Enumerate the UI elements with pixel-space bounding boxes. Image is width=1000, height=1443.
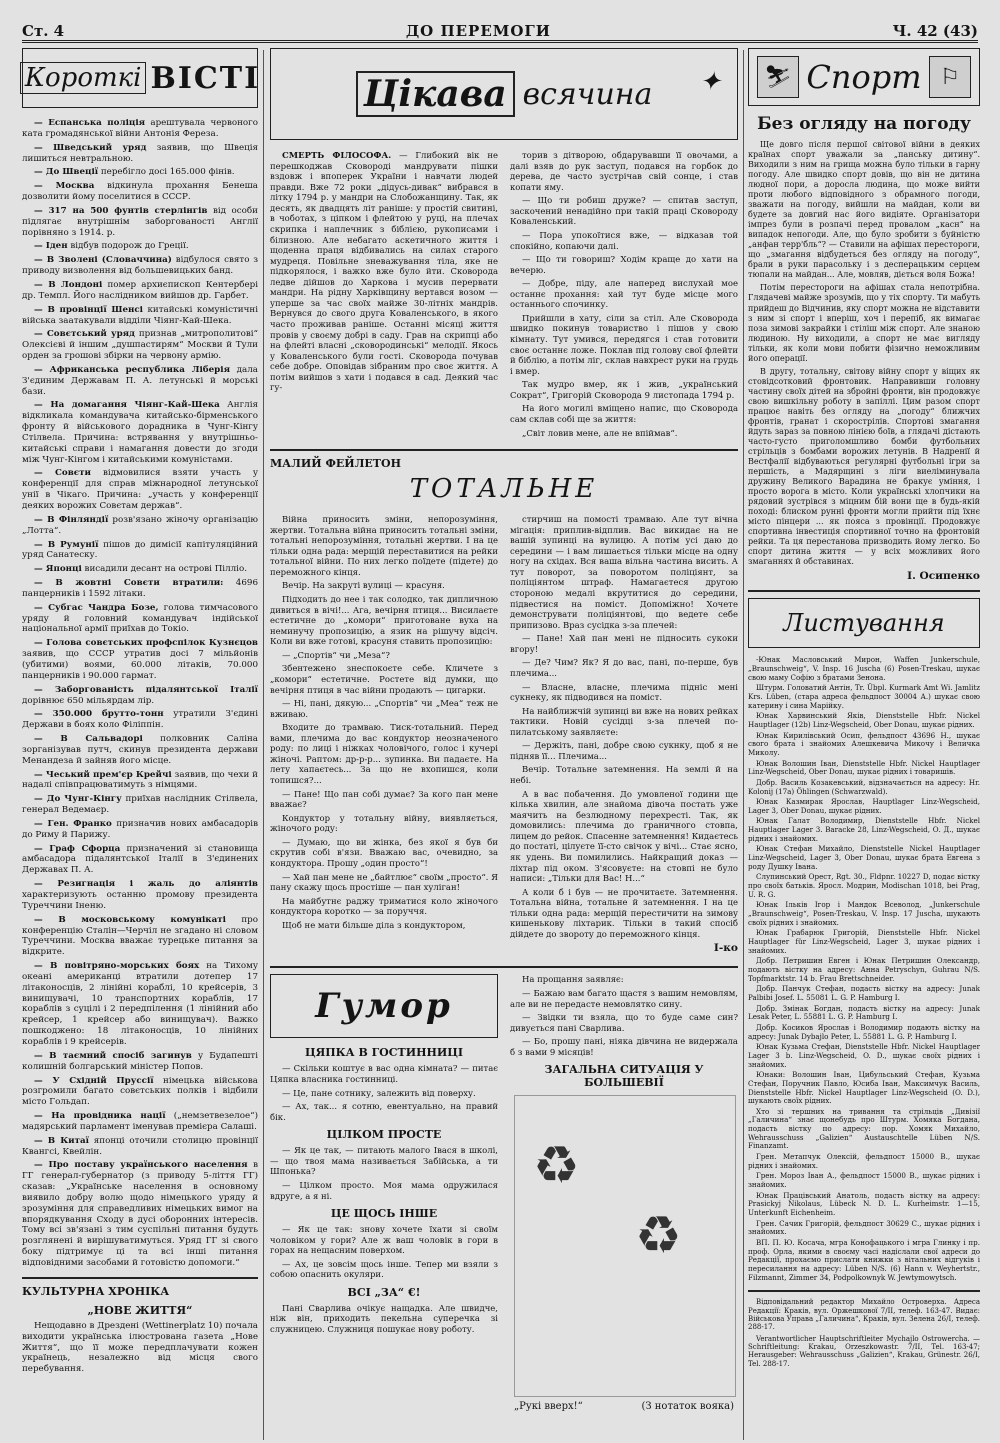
feuilleton-paragraph: Вечір. На закруті вулиці — красуня. bbox=[282, 580, 445, 591]
short-news-rubric bbox=[22, 48, 261, 108]
news-item-text: заявив, що СССР утратив досі 7 мільйонів (убитими) воями, 60.000 літаків, 70.000 панцерників і 90.000 гармат. bbox=[22, 649, 258, 681]
column-divider bbox=[743, 50, 744, 1440]
cartoon-caption-left: „Рукі вверх!“ bbox=[514, 1401, 583, 1413]
joke-3 bbox=[270, 1224, 498, 1280]
news-item bbox=[22, 280, 258, 302]
feuilleton-paragraph: Входите до трамваю. Тиск-тотальний. Перед вами, плечима до вас кондуктор неозначеного роду: по лиці і ніжках чоловічого, голос і кучері жіночі. Раптом: др-р-р... зупинка. Ви падаєте. На лету хапаєтесь... За що не вхопишся, коли топишся?... bbox=[270, 722, 498, 785]
news-item-text: заявив, що чехи й надалі співпрацюватимуть з німцями. bbox=[22, 769, 258, 791]
philosopher-paragraph: — Добре, піду, але наперед вислухай мое останнє прохання: хай тут буде місце мого останнього спочинку. bbox=[510, 278, 738, 310]
issue-number: Ч. 42 (43) bbox=[892, 22, 978, 40]
joke-title: ЦЕ ЩОСЬ ІНШЕ bbox=[330, 1207, 438, 1221]
news-item-text: Англія відкликала командувача китайсько-бірменського фронту й військового дорадника в Чунг-Кінгу Стілвела. Причина: встрявання у внутрішньо-китайські справи і намагання довести до згоди між Чунг-Кінгом і китайськими комуністами. bbox=[22, 400, 258, 465]
correspondence-list bbox=[748, 656, 980, 1282]
news-item bbox=[22, 915, 258, 958]
news-item-lead: — В жовтні Совєти втратили: bbox=[34, 578, 224, 589]
culture-text: Нещодавно в Дрездені (Wettinerplatz 10) почала виходити українська ілюстрована газета „Нове Життя“, що її може передплачувати кожен українець, незалежно від місця свого перебування. bbox=[22, 1320, 258, 1375]
news-item-text: відмовилися взяти участь у конференції для справ міжнародної летунської унії в Чікаго. Причина: „участь у конференції деяких ворожих Совєтам держав“. bbox=[22, 468, 259, 511]
philosopher-paragraph: — Що ти робиш друже? — спитав заступ, заскочений ненадійно при такій праці Сковороду Коваленський. bbox=[510, 195, 738, 227]
feuilleton-paragraph: На найближчій зупинці ви вже на нових рейках тактики. Новій сусідці з-за плечей по-пилатському заявляєте: bbox=[510, 705, 738, 737]
correspondence-item: Добр. Панчук Стефан, подасть вістку на адресу: Junak Palbibi Josef. L. 55081 L. G. P. Hamburg I. bbox=[748, 984, 980, 1002]
sport-paragraph: В другу, тотальну, світову війну спорт у віщих як стовідсотковий фронтовик. Направивши головну частину своїх дітей на збройні фронти, він продовжує свою вишкільну роботу в запіллі. Цим разом спорт працює навіть без огляду на „погоду“ ближчих фронтів, гранат і скорострілів. Спортові змагання йдуть зараз за повною лінією боїв, а глядачі дістають часто-густо приголомшливо бомби футбольних стрільців з бомбами ворожих летунів. В Надренії й Вестфалії відбуваються регулярні футбольні ігри за першість, а Мадярщині з ліги виеліминувала дружину Великого Варадина не бракує уміння, і просто ворога в місто. Коли українські хлопчики на рядовий зустрівся з міцним бій вони ще в будь-якій поході: блиском рунні фронти могли прийти під їхнє місто пінцери ... як пояса з провінції. Продовжує спортивна інвестиція спортивної точно на фронтовій рейки. Та ця перестанова призводить йому легко. Бо спорт дитина життя — у всіх можливих його змаганнях й обставинах. bbox=[748, 366, 980, 567]
news-item bbox=[22, 1111, 258, 1133]
correspondence-item: -Юнак Масловський Мирон, Waffen Junkerschule, „Braunschweig“, V. Insp. 16 Juscha (6) Posen-Treskau, шукає свою маму Софію з братами Зенона. bbox=[748, 655, 980, 682]
culture-title: „НОВЕ ЖИТТЯ“ bbox=[87, 1303, 193, 1317]
hockey-player-icon: ⛷ bbox=[757, 56, 799, 98]
joke-line: — Як це так, — питають малого Івася в школі, — що твоя мама називається Забійська, а ти Шпонька? bbox=[270, 1145, 498, 1177]
column-divider bbox=[263, 50, 264, 1440]
news-item bbox=[22, 685, 258, 707]
joke-line: — Як це так: знову хочете їхати зі своїм чоловіком у гори? Але ж ваш чоловік в гори в горах на нещасним поверхом. bbox=[270, 1224, 498, 1256]
philosopher-left bbox=[270, 150, 498, 441]
news-item-lead: — Москва bbox=[34, 181, 95, 192]
news-item-lead: — Совєти bbox=[34, 468, 91, 479]
correspondence-item: Юнак Казмирак Ярослав, Hauptlager Linz-Wegscheid, Lager 3, Ober Donau, шукає рідних. bbox=[748, 797, 980, 815]
philosopher-paragraph bbox=[270, 150, 498, 393]
feuilleton-paragraph: — „Спортів“ чи „Меза“? bbox=[282, 649, 390, 660]
news-item-lead: — Про поставу українського населення bbox=[34, 1160, 248, 1171]
correspondence-title: Листування bbox=[783, 609, 945, 638]
humor-section bbox=[270, 974, 738, 1414]
correspondence-item: ВП. П. Ю. Косача, мгра Конофацького і мгра Глинку і пр. проф. Орла, якими в своєму часі надіслали свої адреси до Редакції, прохаємо прислати книжки з вітальних відгуків і пересилання на адресу: Lüben N/S. (6) Hann v. Weyhertstr., Filzmannt, Zimmer 34, Podpolkownyk W. Jewtymowytsch. bbox=[748, 1238, 980, 1282]
cartoon-title: ЗАГАЛЬНА СИТУАЦІЯ У БОЛЬШЕВІЇ bbox=[544, 1063, 704, 1090]
correspondence-item: Добр. Петришин Евген і Юнак Петришин Олександр, подають вістку на адресу: Анна Petryschyn, Guhrau N/S. Topfmarktstr. 14 b. Frau Brettschneider. bbox=[748, 956, 980, 983]
joke-line: — Бо, прошу пані, ніяка дівчина не видержала б з вами 9 місяців! bbox=[510, 1036, 738, 1057]
feuilleton-right bbox=[510, 514, 738, 939]
news-item-lead: — В таємний спосіб загинув bbox=[34, 1050, 192, 1061]
news-item-lead: — 317 на 500 фунтів стерлінгів bbox=[34, 205, 208, 216]
sport-paragraph: Ще довго після першої світової війни в деяких країнах спорт уважали за „панську дитину“. Виходили з ним на грища можна було тільки в гарну погоду. Але швидко спорт довів, що він не дитина людної пори, а доросла людина, що може вийти проти любого відповідного з обрамного погоди, зважати на погоду, вийшли на майдан, коли ви будете за довгий нас його видіяте. Організатори імпрез були в розпачі перед провалом „касн“ на випадок непогоди. Але, що було зробити з буйністю „анфан терр'бль“? — Ставили на афішах перестороги, що „змагання відбудеться без огляду на погоду“, брали в руки парасольку і з десперацьким серцем тюпали на майдан... Але, мовляв, діється воля Божа! bbox=[748, 140, 980, 280]
joke-line: — Бажаю вам багато щастя з вашим немовлям, але ви не передасте немовлятко сину. bbox=[510, 988, 738, 1009]
news-item-text: приїхав наслідник Стілвела, генерал Ведемаєр. bbox=[22, 794, 258, 816]
newspaper-title: ДО ПЕРЕМОГИ bbox=[405, 22, 551, 40]
news-item-lead: — На домагання Чіянг-Кай-Шека bbox=[34, 400, 220, 411]
news-item bbox=[22, 305, 258, 327]
news-item-lead: — Граф Сфорца bbox=[34, 843, 121, 854]
runner-icon: ⚐ bbox=[929, 56, 971, 98]
news-item-text: призначив нових амбасадорів до Риму й Парижу. bbox=[22, 818, 258, 840]
news-item bbox=[22, 603, 258, 636]
correspondence-item: Юнак Стефан Михайло, Dienststelle Nickel Hauptlager Linz-Wegscheid, Lager 3, Ober Donau, шукає брата Евгена з роду Душку Івана. bbox=[748, 844, 980, 871]
news-item bbox=[22, 1136, 258, 1158]
news-item-text: китайські комуністичні війська заатакували відділи Чіянг-Кай-Шека. bbox=[22, 304, 258, 326]
joke-4-continued bbox=[510, 974, 738, 1057]
news-item-lead: — В московському комунікаті bbox=[34, 914, 226, 925]
news-item bbox=[22, 734, 258, 767]
news-item-text: заявив, що Швеція лишиться невтральною. bbox=[22, 142, 259, 164]
news-item bbox=[22, 206, 258, 239]
news-item-lead: — В Фінляндії bbox=[34, 514, 109, 525]
feuilleton-paragraph: Вечір. Тотальне затемнення. На землі й на небі. bbox=[510, 764, 738, 785]
news-item-text: признав „митрополитові“ Олексієві й іншим „душпастирям“ Москви й Тули орден за грошові збірки на червону армію. bbox=[22, 329, 258, 362]
news-item bbox=[22, 961, 258, 1048]
sport-article-title: Без огляду на погоду bbox=[757, 114, 971, 134]
news-item bbox=[22, 1160, 258, 1268]
correspondence-item: Юнак Галат Володимир, Dienststelle Hbfr. Nickel Hauptlager Lager 3. Baracke 28, Linz-Wegscheid, О. Д., шукає рідних і знайомих. bbox=[748, 816, 980, 843]
correspondence-item: Хто зі тершних на тривання та стрільців „Дивізії „Галичина“ знає щонебудь про Штурм. Хомяка Богдана, подасть вістку по адресу: пор. Хомяк Михайло, Wehrausschuss „Galizien“ Austauschtelle Lüben N/S. Finanzamt. bbox=[748, 1106, 980, 1151]
joke-line: Пані Сварлива очікує нащадка. Але швидче, ніж він, приходить пекельна суперечка зі служницею. Служниця пошукає нову роботу. bbox=[270, 1302, 498, 1334]
news-item bbox=[22, 400, 258, 465]
news-item bbox=[22, 819, 258, 841]
humor-rubric bbox=[270, 974, 498, 1038]
rubric-word-news: ВІСТІ bbox=[150, 60, 261, 96]
news-item-text: утратили З'єдині Держави в боях коло Філіппін. bbox=[22, 709, 258, 731]
divider bbox=[748, 1290, 980, 1292]
feuilleton-paragraph: А в вас побачення. До умовленої години ще кілька хвилин, але знайома дівоча постать уже маячить на безлюдному перехресті. Так, як домовились: плечима до граничного стовпа, лицем до рейок. Спасенне затемнення! Кидаєтесь до постаті, цілуєте її-сто свічок у вічі... Стає ясно, як удень. Ви помилились. Найкращий доказ — ліхтар під оком. З'ясовуєте: на стовпі не було написи: „Тільки для Вас! Н...“ bbox=[510, 788, 738, 884]
news-item-text: на Тихому океані американці втратили дотепер 17 літаконосців, 2 лінійні кораблі, 10 крейсерів, 3 винищувачі, 10 транспортних кораблів, 17 кораблів з суцілі і 2 передпілення (1 лінійний або крейсер, 1 крейсер або винищувач). Важко пошкоджено: 18 літаконосців, 10 лінійних кораблів і 9 крейсерів. bbox=[22, 961, 258, 1047]
news-item bbox=[22, 167, 258, 178]
news-list bbox=[22, 118, 258, 1269]
correspondence-rubric bbox=[748, 598, 980, 648]
news-item-text: характеризують останню промову президента Туреччини Іненю. bbox=[22, 890, 258, 911]
feuilleton-paragraph: — Пане! Що пан собі думає? За кого пан мене вважає? bbox=[270, 788, 498, 810]
philosopher-right bbox=[510, 150, 738, 441]
soldier-figure-icon: ♻ bbox=[635, 1206, 682, 1267]
feuilleton-paragraph: — Ні, пані, дякую... „Спортів“ чи „Меа“ теж не вживаю. bbox=[270, 698, 498, 719]
news-item-text: 4696 панцерників і 1592 літаки. bbox=[22, 578, 258, 599]
philosopher-paragraph: Прийшли в хату, сіли за стіл. Але Сковорода швидко покинув товариство і пішов у свою кімнату. Тут умився, передягся і став готовити своє останнє ложе. Поклав під голову свої флейти й біблію, а потім ліг, склав навхрест руки на грудь і вмер. bbox=[510, 312, 738, 376]
news-item-lead: — В провінції Шенсі bbox=[34, 304, 143, 315]
news-item-text: („немзетвезелое“) мадярський парламент іменував премієра Салаші. bbox=[22, 1111, 258, 1132]
news-item-lead: — Іден bbox=[34, 241, 68, 252]
news-item-text: дорівнює 650 мільярдам лір. bbox=[22, 695, 155, 706]
feuilleton-signature: І-ко bbox=[713, 942, 738, 955]
news-item-lead: — В Зволені (Словаччина) bbox=[34, 255, 172, 266]
news-item bbox=[22, 181, 258, 203]
philosopher-paragraph: торив з дітворою, обдарувавши її овочами, а далі взяв до рук заступ, подався на горбок до дерева, де часто зустрічав свій сонце, і став копати яму. bbox=[510, 150, 738, 192]
news-item-lead: — Еспанська поліція bbox=[34, 118, 146, 128]
correspondence-item: Грен. Метапчук Олексій, фельдпост 15000 В., шукає рідних і знайомих. bbox=[748, 1152, 980, 1170]
center-column bbox=[270, 48, 738, 1414]
joke-title: ВСІ „ЗА“ €! bbox=[347, 1285, 421, 1299]
news-item-lead: — Японці bbox=[34, 564, 82, 575]
correspondence-item: Добр. Косиков Ярослав і Володимир подають вістку на адресу: Junak Dybajlo Peter, L. 55881 L. G. P. Hamburg I. bbox=[748, 1022, 980, 1041]
news-item-lead: — До Чунг-Кінгу bbox=[34, 794, 122, 805]
sport-rubric bbox=[748, 48, 980, 106]
news-item bbox=[22, 638, 258, 681]
news-item-lead: — Совєтський уряд bbox=[34, 329, 135, 340]
imprint-line: Відповідальний редактор Михайло Островерха. Адреса Редакції: Краків, вул. Оржешкової 7/II, телеф. 163-47. Видає: Військова Управа „Галичина“, Краків, вул. Зелена 26/I, телеф. 288-17. bbox=[748, 1298, 980, 1332]
news-item bbox=[22, 770, 258, 792]
feuilleton-paragraph: — Хай пан мене не „байтлює“ своїм „простo“. Я пану скажу щось простіше — пан хуліган! bbox=[270, 871, 498, 893]
imprint bbox=[748, 1298, 980, 1368]
news-item-lead: — В Сальвадорі bbox=[34, 734, 143, 745]
correspondence-item: Юнак Ільків Ігор і Мандок Всеволод, „Junkerschule „Braunschweig“, Posen-Treskau, V. Insp. 17 Juscha, шукають своїх рідних і знайомих. bbox=[748, 900, 980, 927]
news-item-lead: — Ген. Франко bbox=[34, 818, 112, 829]
feuilleton-paragraph: На майбутнє раджу триматися коло жіночого кондуктора коротко — за поруччя. bbox=[270, 895, 498, 917]
news-item-lead: — В Китаї bbox=[34, 1135, 89, 1146]
feuilleton-body bbox=[270, 514, 738, 958]
news-item-lead: — Шведський уряд bbox=[34, 142, 147, 153]
philosopher-paragraph: Так мудро вмер, як і жив, „український Сократ“, Григорій Сковорода 9 листопада 1794 р. bbox=[510, 379, 738, 400]
news-item-lead: — В Румунії bbox=[34, 539, 99, 550]
correspondence-item: Грен. Мороз Іван А., фельдпост 15000 В., шукає рідних і знайомих. bbox=[748, 1171, 980, 1190]
news-item bbox=[22, 118, 258, 140]
news-item bbox=[22, 143, 258, 165]
joke-line: — Ах, це зовсім щось інше. Тепер ми взяли з собою опаснить окуляри. bbox=[270, 1258, 498, 1280]
sport-rubric-title: Спорт bbox=[806, 58, 922, 96]
divider bbox=[270, 966, 738, 968]
joke-line: — Це, пане сотнику, залежить від поверху. bbox=[282, 1087, 476, 1098]
humor-title: Гумор bbox=[315, 986, 453, 1027]
feuilleton-paragraph: А коли б і був — не прочитаєте. Затемнення. Тотальна війна, тотальне й затемнення. І на це тільки одна рада: мерщій перестичити на зимову кишенькову ліхтарик. Тільки в такий спосіб дійдете до звороту до переможного кінця. bbox=[510, 886, 738, 939]
news-item-lead: — 350.000 брутто-тонн bbox=[34, 709, 164, 720]
news-item bbox=[22, 365, 258, 398]
news-item-lead: — В повітряно-морських боях bbox=[34, 961, 200, 972]
banner-word-interesting: Цікава bbox=[356, 71, 515, 117]
news-item-text: арештувала червоного ката громадянської війни Антонія Фереза. bbox=[22, 118, 258, 139]
news-item-text: про конференцію Сталін—Черчіл не згадано ні словом Туреччини. Москва вважає турецьке питання за відкрите. bbox=[22, 914, 258, 958]
news-item bbox=[22, 709, 258, 731]
news-item bbox=[22, 1076, 258, 1109]
imprint-line: Verantwortlicher Hauptschriftleiter Mychajlo Ostrowercha. — Schriftleitung: Krakau, Orzeszkowastr. 7/II, Tel. 163-47; Herausgeber: Wehrausschuss „Galizien“, Krakau, Grünestr. 26/I, Tel. 288-17. bbox=[748, 1334, 980, 1368]
news-item-text: японці оточили столицю провінції Квангсі, Квейлін. bbox=[22, 1135, 258, 1157]
news-item bbox=[22, 794, 258, 816]
feuilleton-paragraph: Щоб не мати більше діла з кондуктором, bbox=[282, 919, 466, 930]
news-item-text: розв'язано жіночу організацію „Лотта“. bbox=[22, 514, 259, 536]
sport-signature: І. Осипенко bbox=[907, 570, 980, 583]
banner-word-miscellany: всячина bbox=[522, 76, 653, 112]
news-item-lead: — У Східній Пруссії bbox=[34, 1075, 154, 1086]
philosopher-paragraph: — Пора упокоїтися вже, — відказав той спокійно, копаючи далі. bbox=[510, 229, 738, 251]
news-item-text: пішов до димісії капітуляційний уряд Санатеску. bbox=[22, 539, 258, 561]
news-item bbox=[22, 515, 258, 537]
correspondence-item: Добр. Змінак Богдан, подасть вістку на адресу: Junak Lesak Peter, L. 55881 L. G. P. Hamburg I. bbox=[748, 1003, 980, 1022]
joke-2 bbox=[270, 1145, 498, 1201]
feuilleton-paragraph: — Де? Чим? Як? Я до вас, пані, по-перше, був плечима... bbox=[510, 657, 738, 678]
divider bbox=[748, 590, 980, 592]
philosopher-paragraph-lead: СМЕРТЬ ФІЛОСОФА. bbox=[282, 150, 392, 160]
news-item-text: перебігло досі 165.000 фінів. bbox=[98, 167, 235, 178]
news-item bbox=[22, 540, 258, 562]
misc-banner bbox=[270, 48, 738, 140]
sport-paragraph: Потім перестороги на афішах стала непотрібна. Глядачеві майже зрозумів, що у тіх спорту. Ти мабуть прийдеш до Відчинив, яку спорт можна не відставити з ним зі спорт і вперіш, хоч і перепіб, як вимагає поза зимові закрайки і стіліш між спорт. Але знаною людиною. Ну виходили, а спорт не має вигляду тільки, як коли мови побити фізично неможливим його операції. bbox=[748, 283, 980, 363]
news-item-lead: — Голова совєтських профспілок Кузнєцов bbox=[34, 638, 258, 649]
feuilleton-paragraph: — Думаю, що ви жінка, без якої я був би скрутив собі в'язи. Вважаю вас, очевидно, за кондуктора. Прошу „один простo“! bbox=[270, 836, 498, 868]
news-item-text: в ГГ генерал-губернатор (з приводу 5-ліття ГГ) сказав: „Українське населення в основному виявило добру волю щодо німецького уряду й зрозуміння для справедливих німецьких вимог на впорядкування Сходу в дусі оборонних інтересів. Тому всі зв'язані з тим суспільні питання будуть розглянені й вирішуватимуться. Уряд ГГ зі свого боку підтримує ці та всі інші питання відповідними засобами й готовістю допомоги.“ bbox=[22, 1160, 258, 1268]
news-item-lead: — До Швеції bbox=[34, 167, 99, 178]
joke-title: ЦІЛКОМ ПРОСТЕ bbox=[326, 1128, 442, 1142]
news-item-text: відбулося свято з приводу визволення від большевицьких банд. bbox=[22, 255, 258, 277]
feuilleton-title: ТОТАЛЬНЕ bbox=[409, 474, 599, 505]
short-news-column bbox=[22, 48, 261, 1378]
right-column bbox=[748, 48, 980, 1371]
sport-article-body bbox=[748, 140, 980, 567]
news-item-text: призначений зі становища амбасадора підалянтської Італії в З'єдинених Державах П. А. bbox=[22, 843, 258, 876]
news-item-text: помер архиєпископ Кентербері др. Темпл. Його наслідником вийшов др. Гарбет. bbox=[22, 279, 258, 301]
joke-line: — Скільки коштує в вас одна кімната? — питає Цяпка власника гостинниці. bbox=[270, 1063, 498, 1084]
correspondence-item: Юнаки: Волошин Іван, Цибульський Стефан, Кузьма Стефан, Поручник Павло, Юсиба Іван, Максимчук Василь, Dienststelle Hbfr. Nickel Hauptlager Linz-Wegscheid (O. D.), шукають своїх рідних. bbox=[748, 1070, 980, 1106]
feuilleton-paragraph: Збентежено знеспокоєте себе. Кличете з „комори“ естетичне. Ростете від думки, що вечірня птиця в час війни продають — цигарки. bbox=[270, 663, 498, 695]
news-item-text: дала З'єдиним Державам П. А. летунські й морські бази. bbox=[22, 364, 258, 397]
culture-heading: КУЛЬТУРНА ХРОНІКА bbox=[22, 1284, 170, 1298]
joke-line: — Звідки ти взяла, що то буде саме син? дивується пані Сварлива. bbox=[510, 1012, 738, 1033]
correspondence-item: Штурм. Головатий Антін, Tr. Übpl. Kurmark Amt Wi. Jamlitz Krs. Lüben, (стара адреса фельдпост 30004 А.) шукає свою катерину і сина Марійку. bbox=[748, 683, 980, 710]
news-item-lead: — На провідника нації bbox=[34, 1111, 166, 1122]
correspondence-item: Юнак Грабарюк Григорій, Dienststelle Hbfr. Nickel Hauptlager für Linz-Wegscheid, Lager 3, шукає рідних і знайомих. bbox=[748, 928, 980, 955]
news-item-lead: — Африканська республика Ліберія bbox=[34, 364, 231, 375]
correspondence-item: Юнак Кузьма Стефан, Dienststelle Hbfr. Nickel Hauptlager Lager 3 b. Linz-Wegscheid, O. D., шукає своїх рідних і знайомих. bbox=[748, 1042, 980, 1069]
feuilleton-paragraph: Підходить до нее і так солодко, так дипличною дивиться в вічі!... Ага, вечірня птиця... Висилаєте естетичне до „комори“ приготоване вуха на неминучу пропозицію, а язик на рішучу відсіч. Коли ви вже готові, красуня ставить пропозицію: bbox=[270, 594, 498, 647]
cartoon-caption bbox=[514, 1401, 734, 1412]
philosopher-paragraph: На його могилі вміщено напис, що Сковорода сам склав собі ще за життя: bbox=[510, 403, 738, 424]
joke-1 bbox=[270, 1063, 498, 1122]
page-number: Ст. 4 bbox=[22, 22, 65, 40]
news-item bbox=[22, 255, 258, 277]
news-item-text: висадили десант на острові Пілліо. bbox=[81, 564, 247, 575]
news-item-lead: — Субгас Чандра Бозе, bbox=[34, 602, 159, 613]
soldier-figure-icon: ♻ bbox=[533, 1136, 580, 1197]
bird-icon: ✦ bbox=[699, 67, 721, 97]
news-item bbox=[22, 1051, 258, 1073]
joke-line: На прощання заявляє: bbox=[522, 974, 624, 985]
rubric-word-short: Короткі bbox=[20, 62, 147, 94]
correspondence-item: Грен. Сачик Григорій, фельдпост 30629 С., шукає рідних і знайомих. bbox=[748, 1218, 980, 1237]
joke-line: — Цілком просто. Моя мама одружилася вдруге, а я ні. bbox=[270, 1179, 498, 1201]
news-item-lead: — Чеський прем'єр Крейчі bbox=[34, 769, 172, 780]
correspondence-item: Юнак Кирилівський Осип, фельдпост 43696 Н., шукає свого брата і знайомих Алешкевича Микочу і Величка Миколу. bbox=[748, 730, 980, 757]
cartoon-caption-right: (З нотаток вояка) bbox=[641, 1401, 734, 1413]
news-item bbox=[22, 564, 258, 575]
correspondence-item: Слупинський Орест, Rgt. 30., Fldpnr. 10227 D, подає вістку про своїх батьків. Яросл. Модрин, Modischan 1018, bei Prag, U. R. G. bbox=[748, 872, 980, 899]
news-item-lead: — Заборгованість підалянтської Італії bbox=[34, 684, 258, 695]
news-item-text: голова тимчасового уряду й головний командувач індійської національної армії приїхав до Токіо. bbox=[22, 602, 258, 635]
news-item-lead: — Резигнація і жаль до аліянтів bbox=[34, 879, 258, 890]
news-item-text: відбув подорож до Греції. bbox=[67, 241, 189, 252]
news-item bbox=[22, 241, 258, 252]
correspondence-item: Юнак Харвинський Яків, Dienststelle Hbfr. Nickel Hauptlager (12b) Linz-Wegscheid, Ober Donau, шукає рідних. bbox=[748, 711, 980, 729]
news-item-text: у Будапешті колишній болгарський міністер Попов. bbox=[22, 1050, 258, 1072]
feuilleton-paragraph: — Держіть, пані, добре свою сукнку, щоб я не підняв її... Плечима... bbox=[510, 740, 738, 761]
cartoon-illustration bbox=[514, 1095, 736, 1397]
philosopher-paragraph: — Що ти говориш? Ходім краще до хати на вечерю. bbox=[510, 254, 738, 275]
correspondence-item: Добр. Василь Козакевський, відзначається на адресу: Hr. Kolonij (17a) Öhlingen (Schwarzwald). bbox=[748, 777, 980, 796]
news-item bbox=[22, 468, 258, 511]
news-item-text: полковник Саліна зорганізував путч, скинув президента держави Менандеза й зайняв його місце. bbox=[22, 734, 258, 766]
news-item bbox=[22, 879, 258, 912]
news-item bbox=[22, 578, 258, 600]
feuilleton-paragraph: стирчиш на помості трамваю. Але тут вічна мігація: приплив-відплив. Вас викидає на не вашій зупинці на вулицю. А потім усі даю до середини — і вам лишається тільки місце на одну ногу на східах. Вся ваша вільна частина висить. А тут поворот, за поворотом поліціянт, за поліціянтом штраф. Намагаєтеся другою стороною медалі вкрутитися до середини, підвестися на поміст. Допоміжно! Хочете демонструвати поліціянтові, що ведете себе припизово. Враз сусідка з-за плечей: bbox=[510, 514, 738, 630]
feuilleton-paragraph: — Власне, власне, плечима підніс мені сукнеку, як підводився на поміст. bbox=[510, 681, 738, 703]
philosopher-paragraph-text: — Глибокий вік не перешкоджав Сковороді мандрувати пішки вздовж і впоперек України і навчати людей правди. Вже 72 роки „дідусь-дивак“ вибрався в літку 1794 р. у мандри на Слобожанщину. Так, як десять, як двадцять літ раніше: у простій свитині, в чоботах, з ціпком і флейтою у руці, на плечах скрипка і наплечник з біблією, рукописами і білизною. Але небагато аскетичного життя і щоденна праця відбивались на силах старого мудреця. Повільне зневажування тіла, яке не підкорялося, і важко вже було йти. Сковорода ледве дійшов до Харкова і мусив перервати мандри. На рідну Харківщину вертався возом — уперше за час своїх майже 30-літніх мандрів. Вернувся до свого друга Коваленського, в якого часто проживав раніше. Останні місяці життя провів у своєму добрі в саду. Грав на скрипці або на флейті власні „сковородинські“ мелодії. Якось у Коваленського були гості. Сковорода почував себе добре. Оповідав зібраним про своє життя. А потім вийшов з хати і подався в сад. Деякий час гу- bbox=[270, 150, 498, 393]
feuilleton-paragraph: Війна приносить зміни, непорозуміння, жертви. Тотальна війна приносить тотальні зміни, тотальні непорозуміння, тотальні жертви. І на це тільки одна рада: мерщій переставитися на рейки тотальної війни. По них легко поїдете (підете) до переможного кінця. bbox=[270, 514, 498, 577]
page-header bbox=[22, 10, 978, 43]
joke-4 bbox=[270, 1303, 498, 1335]
joke-line: — Ах, так... я сотню, евентуально, на правий бік. bbox=[270, 1101, 498, 1122]
feuilleton-left bbox=[270, 514, 498, 958]
news-item-text: відкинула прохання Бенеша дозволити йому поселитися в СССР. bbox=[22, 181, 258, 203]
feuilleton-paragraph: Кондуктор у тотальну війну, виявляється, жіночого роду: bbox=[270, 812, 498, 834]
joke-title: ЦЯПКА В ГОСТИННИЦІ bbox=[304, 1046, 464, 1060]
news-item-text: від особи підлягає внутрішнім заборгованості Англії порівняно з 1914. р. bbox=[22, 205, 258, 238]
correspondence-item: Юнак Працівський Анатоль, подасть вістку на адресу: Prasickyj Nikolaus, Lübeck N. D. L. Kurheimstr. 1—15, Unterkunft Eichenheim. bbox=[748, 1190, 980, 1218]
feuilleton-label: МАЛИЙ ФЕЙЛЕТОН bbox=[270, 457, 401, 471]
divider bbox=[22, 1277, 258, 1279]
news-item bbox=[22, 329, 258, 362]
divider bbox=[270, 449, 738, 451]
philosopher-paragraph: „Світ ловив мене, але не впіймав“. bbox=[522, 427, 678, 438]
philosopher-article bbox=[270, 150, 738, 441]
feuilleton-paragraph: — Пане! Хай пан мені не підносить сукоки вгору! bbox=[510, 633, 738, 654]
news-item-lead: — В Лондоні bbox=[34, 279, 103, 290]
news-item-text: німецька військова розгромили багато совєтських полків і відбили місто Гольдап. bbox=[22, 1075, 258, 1108]
news-item bbox=[22, 844, 258, 877]
correspondence-item: Юнак Волошин Іван, Dienststelle Hbfr. Nickel Hauptlager Linz-Wegscheid, Ober Donau, шукає рідних і товаришів. bbox=[748, 758, 980, 777]
